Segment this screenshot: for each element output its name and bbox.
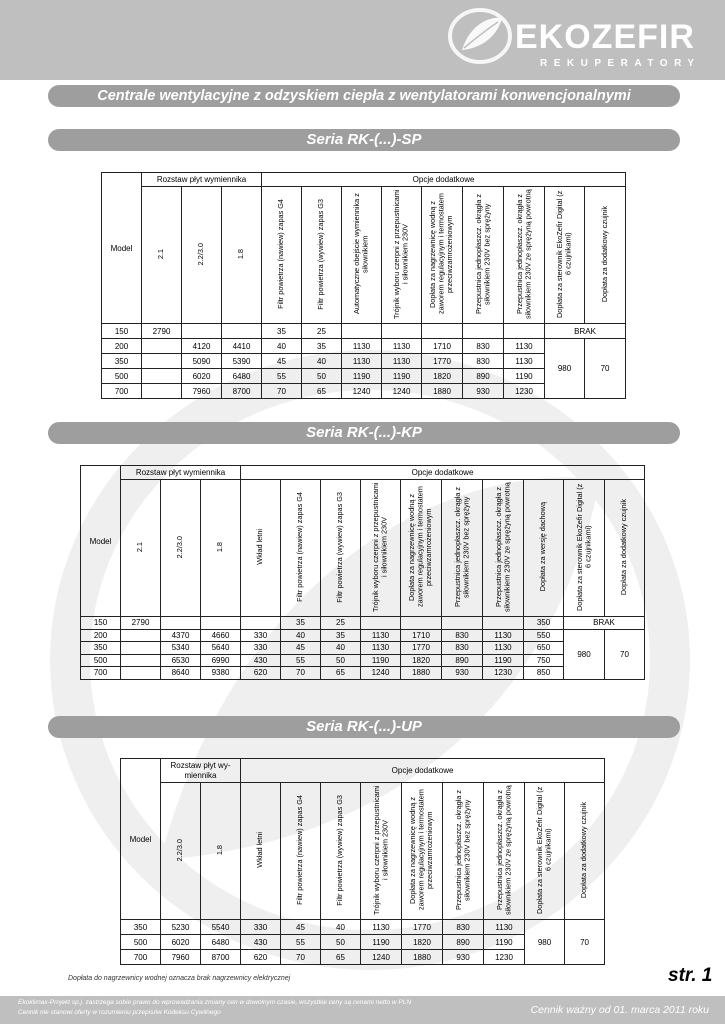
table-cell: 35: [321, 629, 361, 642]
table-cell: 70: [281, 667, 321, 680]
table-cell: 2790: [142, 324, 182, 339]
table-cell: 700: [121, 950, 161, 965]
table-cell: 1130: [342, 354, 382, 369]
table-cell: 50: [321, 935, 361, 950]
col-header-label: Filtr powietrza (nawiew) zapas G4: [276, 199, 286, 309]
table-cell: 70: [262, 384, 302, 399]
table-cell: [142, 384, 182, 399]
col-header-label: Przepustnica jednopłaszcz. okrągła z siłownikiem 230V bez sprężyny: [452, 486, 470, 608]
col-header-label: Dopłata za nagrzewnicę wodną z zaworem regulacyjnym i termostatem przeciwzamrożeniowym: [408, 789, 435, 911]
col-header-trojnik: [382, 187, 422, 324]
table-cell: 830: [463, 339, 504, 354]
col-header-czujnik: [585, 187, 626, 324]
col-header-czujnik: [565, 783, 605, 920]
table-row: [102, 339, 626, 354]
table-cell: 1820: [402, 935, 443, 950]
table-cell: 8700: [201, 950, 241, 965]
table-cell: 35: [302, 339, 342, 354]
table-cell: 1770: [401, 642, 442, 655]
col-header-label: Dopłata za wersję dachową: [538, 502, 548, 592]
table-cell: 890: [442, 654, 483, 667]
col-header-2-2-3-0: [161, 783, 201, 920]
table-cell: 6530: [161, 654, 201, 667]
col-header-filtr-g4: [281, 480, 321, 617]
table-cell: 7960: [161, 950, 201, 965]
table-cell: 750: [524, 654, 564, 667]
table-cell: 9380: [201, 667, 241, 680]
series-sp-title: Seria RK-(...)-SP: [48, 129, 680, 151]
table-cell: 2790: [121, 617, 161, 630]
series-kp-title: Seria RK-(...)-KP: [48, 422, 680, 444]
table-cell: 500: [102, 369, 142, 384]
table-cell: [483, 617, 524, 630]
table-cell: [121, 654, 161, 667]
table-cell: [182, 324, 222, 339]
table-cell: [361, 617, 401, 630]
table-cell: 1190: [504, 369, 545, 384]
col-header-label: 1.8: [236, 248, 246, 260]
table-cell: 1710: [422, 339, 463, 354]
table-cell: [121, 667, 161, 680]
col-header-nagrzewnica: [422, 187, 463, 324]
table-cell: 8700: [222, 384, 262, 399]
col-header-czujnik: [605, 480, 645, 617]
col-header-filtr-g3: [302, 187, 342, 324]
table-cell: [142, 369, 182, 384]
col-header-przepustnica-bez: [443, 783, 484, 920]
table-cell: 1820: [422, 369, 463, 384]
table-cell: 25: [302, 324, 342, 339]
table-cell: 5230: [161, 920, 201, 935]
table-cell: 65: [321, 667, 361, 680]
col-header-filtr-g4: [262, 187, 302, 324]
table-row: [102, 324, 626, 339]
table-cell: 8640: [161, 667, 201, 680]
col-header-1-8: [201, 783, 241, 920]
table-cell: [121, 642, 161, 655]
table-cell: 40: [262, 339, 302, 354]
footer-legal-line-1: Ekoklimax-Projekt sp.j. zastrzega sobie prawo do wprowadzania zmiany cen w dowolnym czasie, wszystkie ceny są cenami netto w PLN: [18, 999, 412, 1006]
table-cell: 55: [262, 369, 302, 384]
page-number: str. 1: [668, 965, 713, 986]
table-row: [81, 629, 645, 642]
table-cell: 65: [321, 950, 361, 965]
table-cell: 330: [241, 642, 281, 655]
table-cell: 830: [463, 354, 504, 369]
table-cell: 35: [262, 324, 302, 339]
col-header-label: Dopłata za dodatkowy czujnik: [579, 801, 589, 899]
table-cell: [201, 617, 241, 630]
col-header-label: Dopłata za sterownik EkoZefir Digital (z 6 czujnikami): [574, 483, 592, 611]
table-cell: 1130: [484, 920, 525, 935]
col-header-label: 1.8: [215, 844, 225, 856]
footnote: Dopłata do nagrzewnicy wodnej oznacza brak nagrzewnicy elektrycznej: [68, 975, 291, 982]
col-header-2-2-3-0: [182, 187, 222, 324]
col-header-nagrzewnica: [402, 783, 443, 920]
table-cell: 650: [524, 642, 564, 655]
table-cell: 45: [281, 642, 321, 655]
czujnik-price: 70: [605, 629, 645, 679]
table-cell: 1130: [382, 339, 422, 354]
table-cell: 1190: [483, 654, 524, 667]
table-cell: 150: [81, 617, 121, 630]
main-title: Centrale wentylacyjne z odzyskiem ciepła z wentylatorami konwencjonalnymi: [48, 85, 680, 107]
table-cell: [222, 324, 262, 339]
col-header-trojnik: [361, 480, 401, 617]
col-header-label: Dopłata za dodatkowy czujnik: [619, 498, 629, 596]
col-header-label: Filtr powietrza (nawiew) zapas G4: [295, 795, 305, 905]
table-cell: 7960: [182, 384, 222, 399]
table-cell: [504, 324, 545, 339]
price-table-sp: [101, 172, 626, 399]
col-header-wklad-letni: [241, 783, 281, 920]
col-header-label: Trójnik wyboru czerpni z przepustnicami i siłownikiem 230V: [371, 785, 389, 915]
table-cell: 350: [121, 920, 161, 935]
table-cell: 6480: [222, 369, 262, 384]
col-header-label: 2.2/3.0: [175, 838, 185, 862]
table-cell: 5090: [182, 354, 222, 369]
table-cell: 1880: [401, 667, 442, 680]
col-header-label: 2.1: [156, 248, 166, 260]
table-cell: 200: [102, 339, 142, 354]
table-cell: [161, 617, 201, 630]
col-header-automatyczne: [342, 187, 382, 324]
col-header-label: Filtr powietrza (wywiew) zapas G3: [335, 491, 345, 603]
table-cell: 1230: [483, 667, 524, 680]
table-cell: [241, 617, 281, 630]
table-cell: 1130: [504, 354, 545, 369]
col-header-label: Dopłata za nagrzewnicę wodną z zaworem regulacyjnym i termostatem przeciwzamrożeniowym: [428, 193, 455, 315]
table-cell: 1240: [382, 384, 422, 399]
col-header-label: Przepustnica jednopłaszcz. okrągła z siłownikiem 230V ze sprężyną powrotną: [514, 189, 532, 319]
table-cell: 1130: [483, 629, 524, 642]
table-cell: 70: [281, 950, 321, 965]
table-cell: 1190: [342, 369, 382, 384]
col-header-sterownik: [525, 783, 565, 920]
col-header-sterownik: [545, 187, 585, 324]
col-group-rozstaw: Rozstaw płyt wymiennika: [121, 466, 241, 480]
table-row: [81, 654, 645, 667]
table-cell: 830: [443, 920, 484, 935]
col-header-wklad-letni: [241, 480, 281, 617]
table-cell: 350: [81, 642, 121, 655]
col-header-label: Przepustnica jednopłaszcz. okrągła z siłownikiem 230V ze sprężyną powrotną: [494, 785, 512, 915]
col-header-filtr-g3: [321, 480, 361, 617]
table-cell: 1770: [422, 354, 463, 369]
table-cell: 1130: [361, 629, 401, 642]
col-header-model: Model: [81, 466, 121, 617]
table-cell: 1820: [401, 654, 442, 667]
table-cell: 500: [121, 935, 161, 950]
table-cell: 50: [321, 654, 361, 667]
table-cell: 830: [442, 642, 483, 655]
table-cell: 1130: [382, 354, 422, 369]
col-header-label: 1.8: [215, 541, 225, 553]
table-cell: 35: [281, 617, 321, 630]
price-table-up: [120, 758, 605, 965]
table-cell: 350: [524, 617, 564, 630]
sterownik-price: 980: [545, 339, 585, 399]
brak-cell: BRAK: [564, 617, 645, 630]
table-cell: [382, 324, 422, 339]
table-cell: 1880: [402, 950, 443, 965]
table-cell: 5540: [201, 920, 241, 935]
col-header-sterownik: [564, 480, 605, 617]
table-cell: 150: [102, 324, 142, 339]
brand-subtitle: REKUPERATORY: [540, 58, 701, 69]
table-row: [121, 920, 605, 935]
table-cell: 1190: [361, 654, 401, 667]
czujnik-price: 70: [585, 339, 626, 399]
table-cell: 620: [241, 950, 281, 965]
table-cell: 1130: [342, 339, 382, 354]
table-cell: 1230: [484, 950, 525, 965]
col-header-model: Model: [121, 759, 161, 920]
table-cell: 1130: [504, 339, 545, 354]
col-group-opcje: Opcje dodatkowe: [262, 173, 626, 187]
header-bar: [0, 0, 725, 80]
table-cell: 1130: [361, 642, 401, 655]
table-cell: [442, 617, 483, 630]
col-header-przepustnica-ze: [484, 783, 525, 920]
table-cell: [142, 354, 182, 369]
table-cell: 1190: [484, 935, 525, 950]
col-header-przepustnica-bez: [442, 480, 483, 617]
table-cell: 550: [524, 629, 564, 642]
col-header-przepustnica-ze: [483, 480, 524, 617]
table-cell: 4410: [222, 339, 262, 354]
col-header-label: Wkład letni: [255, 832, 265, 868]
col-header-label: Dopłata za sterownik EkoZefir Digital (z 6 czujnikami): [535, 786, 553, 914]
table-cell: 4120: [182, 339, 222, 354]
col-header-trojnik: [361, 783, 402, 920]
col-header-filtr-g4: [281, 783, 321, 920]
table-cell: 850: [524, 667, 564, 680]
table-row: [81, 617, 645, 630]
col-header-label: Automatyczne obejście wymiennika z siłownikiem: [352, 193, 370, 315]
table-cell: 65: [302, 384, 342, 399]
footer-bar: [0, 996, 725, 1024]
table-cell: 6020: [182, 369, 222, 384]
col-header-label: Wkład letni: [255, 529, 265, 565]
table-cell: 1240: [361, 950, 402, 965]
czujnik-price: 70: [565, 920, 605, 965]
table-cell: 1190: [382, 369, 422, 384]
col-header-label: Dopłata za nagrzewnicę wodną z zaworem regulacyjnym i termostatem przeciwzamrożeniowym: [407, 486, 434, 608]
table-cell: 890: [463, 369, 504, 384]
table-cell: 200: [81, 629, 121, 642]
table-cell: 55: [281, 654, 321, 667]
series-up-title: Seria RK-(...)-UP: [48, 716, 680, 738]
table-cell: 1240: [342, 384, 382, 399]
col-header-nagrzewnica: [401, 480, 442, 617]
col-header-2-1: [142, 187, 182, 324]
table-cell: 45: [262, 354, 302, 369]
table-cell: 40: [321, 642, 361, 655]
table-cell: [463, 324, 504, 339]
col-header-dachowa: [524, 480, 564, 617]
table-cell: 430: [241, 935, 281, 950]
col-header-label: Przepustnica jednopłaszcz. okrągła z siłownikiem 230V bez sprężyny: [473, 193, 491, 315]
col-header-label: Filtr powietrza (wywiew) zapas G3: [335, 794, 345, 906]
col-header-1-8: [201, 480, 241, 617]
table-cell: 5340: [161, 642, 201, 655]
col-header-label: 2.2/3.0: [175, 535, 185, 559]
col-header-label: Trójnik wyboru czerpni z przepustnicami i siłownikiem 230V: [371, 482, 389, 612]
table-cell: 330: [241, 629, 281, 642]
table-cell: 6020: [161, 935, 201, 950]
table-cell: 4660: [201, 629, 241, 642]
table-cell: 1230: [504, 384, 545, 399]
table-cell: 330: [241, 920, 281, 935]
table-cell: 930: [443, 950, 484, 965]
table-cell: 55: [281, 935, 321, 950]
table-cell: 5640: [201, 642, 241, 655]
col-header-label: Dopłata za dodatkowy czujnik: [599, 205, 609, 303]
table-cell: 1190: [361, 935, 402, 950]
col-header-przepustnica-bez: [463, 187, 504, 324]
table-cell: 1770: [402, 920, 443, 935]
col-header-label: Przepustnica jednopłaszcz. okrągła z siłownikiem 230V ze sprężyną powrotną: [493, 482, 511, 612]
table-row: [81, 642, 645, 655]
table-cell: 40: [281, 629, 321, 642]
table-cell: 40: [321, 920, 361, 935]
col-header-2-1: [121, 480, 161, 617]
table-cell: 1880: [422, 384, 463, 399]
table-cell: 500: [81, 654, 121, 667]
table-cell: 430: [241, 654, 281, 667]
brak-cell: BRAK: [545, 324, 626, 339]
table-cell: 5390: [222, 354, 262, 369]
table-cell: 930: [463, 384, 504, 399]
table-cell: 830: [442, 629, 483, 642]
footer-validity: Cennik ważny od 01. marca 2011 roku: [530, 1004, 709, 1016]
table-cell: 1130: [483, 642, 524, 655]
table-cell: 1130: [361, 920, 402, 935]
table-cell: 350: [102, 354, 142, 369]
col-header-model: Model: [102, 173, 142, 324]
sterownik-price: 980: [564, 629, 605, 679]
table-cell: 6480: [201, 935, 241, 950]
table-cell: [142, 339, 182, 354]
table-cell: 6990: [201, 654, 241, 667]
table-cell: 700: [81, 667, 121, 680]
table-cell: 1240: [361, 667, 401, 680]
col-header-2-2-3-0: [161, 480, 201, 617]
table-cell: 620: [241, 667, 281, 680]
col-header-label: Przepustnica jednopłaszcz. okrągła z siłownikiem 230V bez sprężyny: [453, 789, 471, 911]
brand-logo-text: EKOZEFIR: [515, 18, 695, 56]
table-cell: 890: [443, 935, 484, 950]
table-cell: 50: [302, 369, 342, 384]
col-group-rozstaw: Rozstaw płyt wymiennika: [142, 173, 262, 187]
col-header-label: Trójnik wyboru czerpni z przepustnicami i siłownikiem 230V: [392, 189, 410, 319]
col-group-opcje: Opcje dodatkowe: [241, 759, 605, 783]
col-header-label: Filtr powietrza (wywiew) zapas G3: [316, 198, 326, 310]
table-cell: 40: [302, 354, 342, 369]
table-cell: 930: [442, 667, 483, 680]
leaf-logo-icon: [440, 0, 520, 74]
table-cell: 25: [321, 617, 361, 630]
col-header-label: Dopłata za sterownik EkoZefir Digital (z 6 czujnikami): [555, 190, 573, 318]
col-header-label: 2.2/3.0: [196, 242, 206, 266]
table-cell: [342, 324, 382, 339]
table-cell: 4370: [161, 629, 201, 642]
table-cell: [401, 617, 442, 630]
sterownik-price: 980: [525, 920, 565, 965]
table-cell: 45: [281, 920, 321, 935]
col-header-label: Filtr powietrza (nawiew) zapas G4: [295, 492, 305, 602]
table-cell: 1710: [401, 629, 442, 642]
col-group-opcje: Opcje dodatkowe: [241, 466, 645, 480]
table-cell: [422, 324, 463, 339]
price-table-kp: [80, 465, 645, 680]
footer-legal-line-2: Cennik nie stanowi oferty w rozumieniu przepisów Kodeksu Cywilnego: [18, 1009, 221, 1016]
col-header-label: 2.1: [135, 541, 145, 553]
table-row: [81, 667, 645, 680]
col-header-przepustnica-ze: [504, 187, 545, 324]
col-header-filtr-g3: [321, 783, 361, 920]
table-cell: 700: [102, 384, 142, 399]
col-header-1-8: [222, 187, 262, 324]
table-cell: [121, 629, 161, 642]
col-group-rozstaw: Rozstaw płyt wy-miennika: [161, 759, 241, 783]
